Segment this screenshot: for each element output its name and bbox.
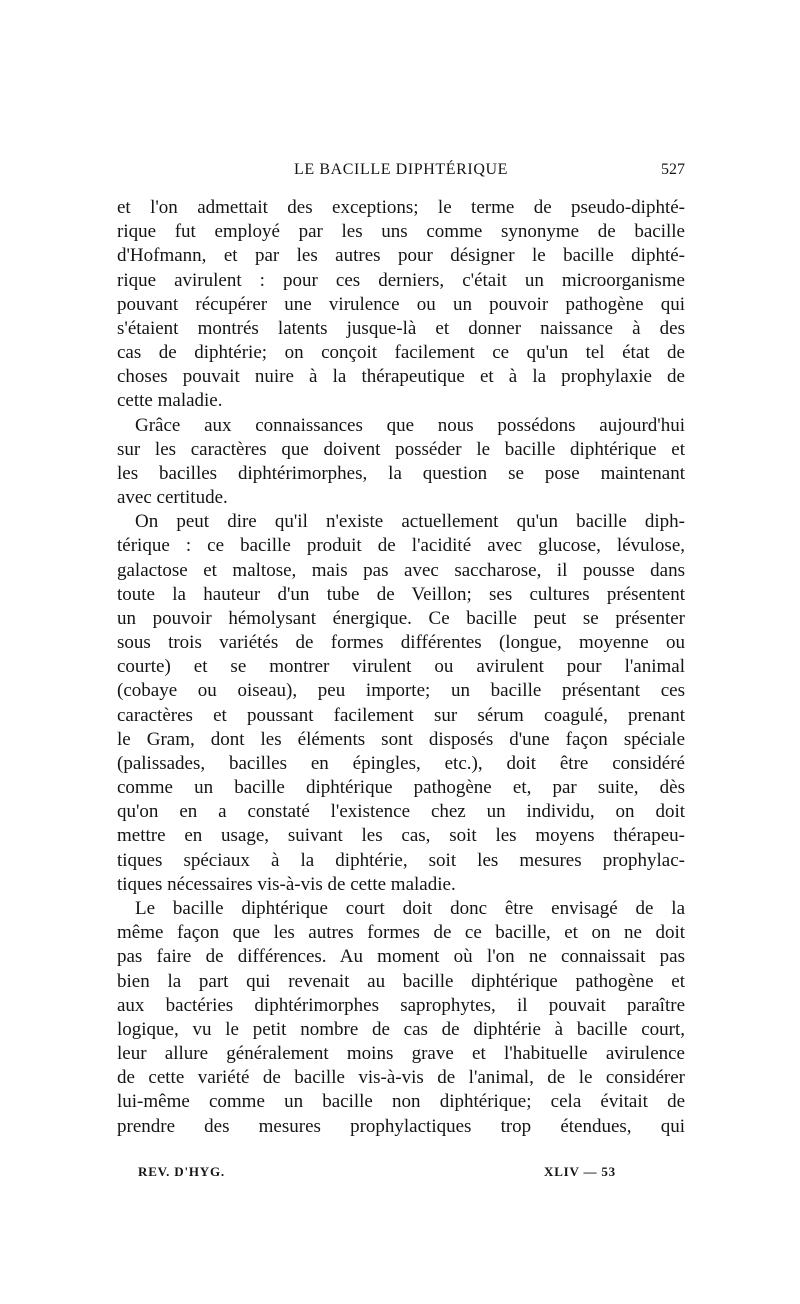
text-line: s'étaient montrés latents jusque-là et donner naissance à des	[117, 317, 685, 339]
text-line: d'Hofmann, et par les autres pour désigner le bacille diphté-	[117, 245, 685, 267]
text-line: (palissades, bacilles en épingles, etc.), doit être considéré	[117, 752, 685, 774]
text-line: On peut dire qu'il n'existe actuellement qu'un bacille diph-	[135, 511, 685, 533]
text-line: caractères et poussant facilement sur sérum coagulé, prenant	[117, 704, 685, 726]
text-line: avec certitude.	[117, 487, 228, 509]
paragraph	[117, 510, 685, 897]
paragraph	[117, 196, 685, 414]
text-line: sur les caractères que doivent posséder le bacille diphtérique et	[117, 438, 685, 460]
text-line: galactose et maltose, mais pas avec saccharose, il pousse dans	[117, 559, 685, 581]
text-line: prendre des mesures prophylactiques trop étendues, qui	[117, 1115, 685, 1137]
text-line: cas de diphtérie; on conçoit facilement ce qu'un tel état de	[117, 342, 685, 364]
page-number: 527	[661, 161, 685, 178]
text-line: Le bacille diphtérique court doit donc être envisagé de la	[135, 897, 685, 919]
text-line: de cette variété de bacille vis-à-vis de l'animal, de le considérer	[117, 1067, 685, 1089]
paragraph	[117, 414, 685, 511]
text-line: sous trois variétés de formes différentes (longue, moyenne ou	[117, 632, 685, 654]
text-line: qu'on en a constaté l'existence chez un individu, on doit	[117, 801, 685, 823]
text-line: (cobaye ou oiseau), peu importe; un bacille présentant ces	[117, 680, 685, 702]
text-line: courte) et se montrer virulent ou avirulent pour l'animal	[117, 656, 685, 678]
text-line: mettre en usage, suivant les cas, soit les moyens thérapeu-	[117, 825, 685, 847]
body-text	[117, 196, 685, 1139]
text-line: tiques spéciaux à la diphtérie, soit les mesures prophylac-	[117, 849, 685, 871]
text-line: aux bactéries diphtérimorphes saprophytes, il pouvait paraître	[117, 994, 685, 1016]
journal-abbreviation: REV. D'HYG.	[138, 1164, 225, 1179]
text-line: choses pouvait nuire à la thérapeutique et à la prophylaxie de	[117, 366, 685, 388]
text-line: toute la hauteur d'un tube de Veillon; ses cultures présentent	[117, 583, 685, 605]
text-line: rique avirulent : pour ces derniers, c'était un microorganisme	[117, 269, 685, 291]
text-line: tiques nécessaires vis-à-vis de cette maladie.	[117, 873, 456, 895]
text-line: cette maladie.	[117, 390, 223, 412]
running-head	[117, 157, 685, 183]
running-title: LE BACILLE DIPHTÉRIQUE	[293, 161, 509, 178]
text-line: térique : ce bacille produit de l'acidité avec glucose, lévulose,	[117, 535, 685, 557]
text-line: même façon que les autres formes de ce bacille, et on ne doit	[117, 922, 685, 944]
text-line: leur allure généralement moins grave et l'habituelle avirulence	[117, 1043, 685, 1065]
text-line: logique, vu le petit nombre de cas de diphtérie à bacille court,	[117, 1018, 685, 1040]
text-line: Grâce aux connaissances que nous possédons aujourd'hui	[135, 414, 685, 436]
volume-signature: XLIV — 53	[544, 1164, 616, 1179]
text-line: le Gram, dont les éléments sont disposés d'une façon spéciale	[117, 728, 685, 750]
text-line: comme un bacille diphtérique pathogène et, par suite, dès	[117, 777, 685, 799]
text-line: un pouvoir hémolysant énergique. Ce bacille peut se présenter	[117, 607, 685, 629]
text-line: pas faire de différences. Au moment où l'on ne connaissait pas	[117, 946, 685, 968]
text-line: pouvant récupérer une virulence ou un pouvoir pathogène qui	[117, 293, 685, 315]
text-line: lui-même comme un bacille non diphtérique; cela évitait de	[117, 1091, 685, 1113]
page-footer	[138, 1161, 616, 1183]
text-line: les bacilles diphtérimorphes, la question se pose maintenant	[117, 462, 685, 484]
text-line: bien la part qui revenait au bacille diphtérique pathogène et	[117, 970, 685, 992]
text-line: rique fut employé par les uns comme synonyme de bacille	[117, 221, 685, 243]
text-line: et l'on admettait des exceptions; le terme de pseudo-diphté-	[117, 197, 685, 218]
paragraph	[117, 897, 685, 1139]
